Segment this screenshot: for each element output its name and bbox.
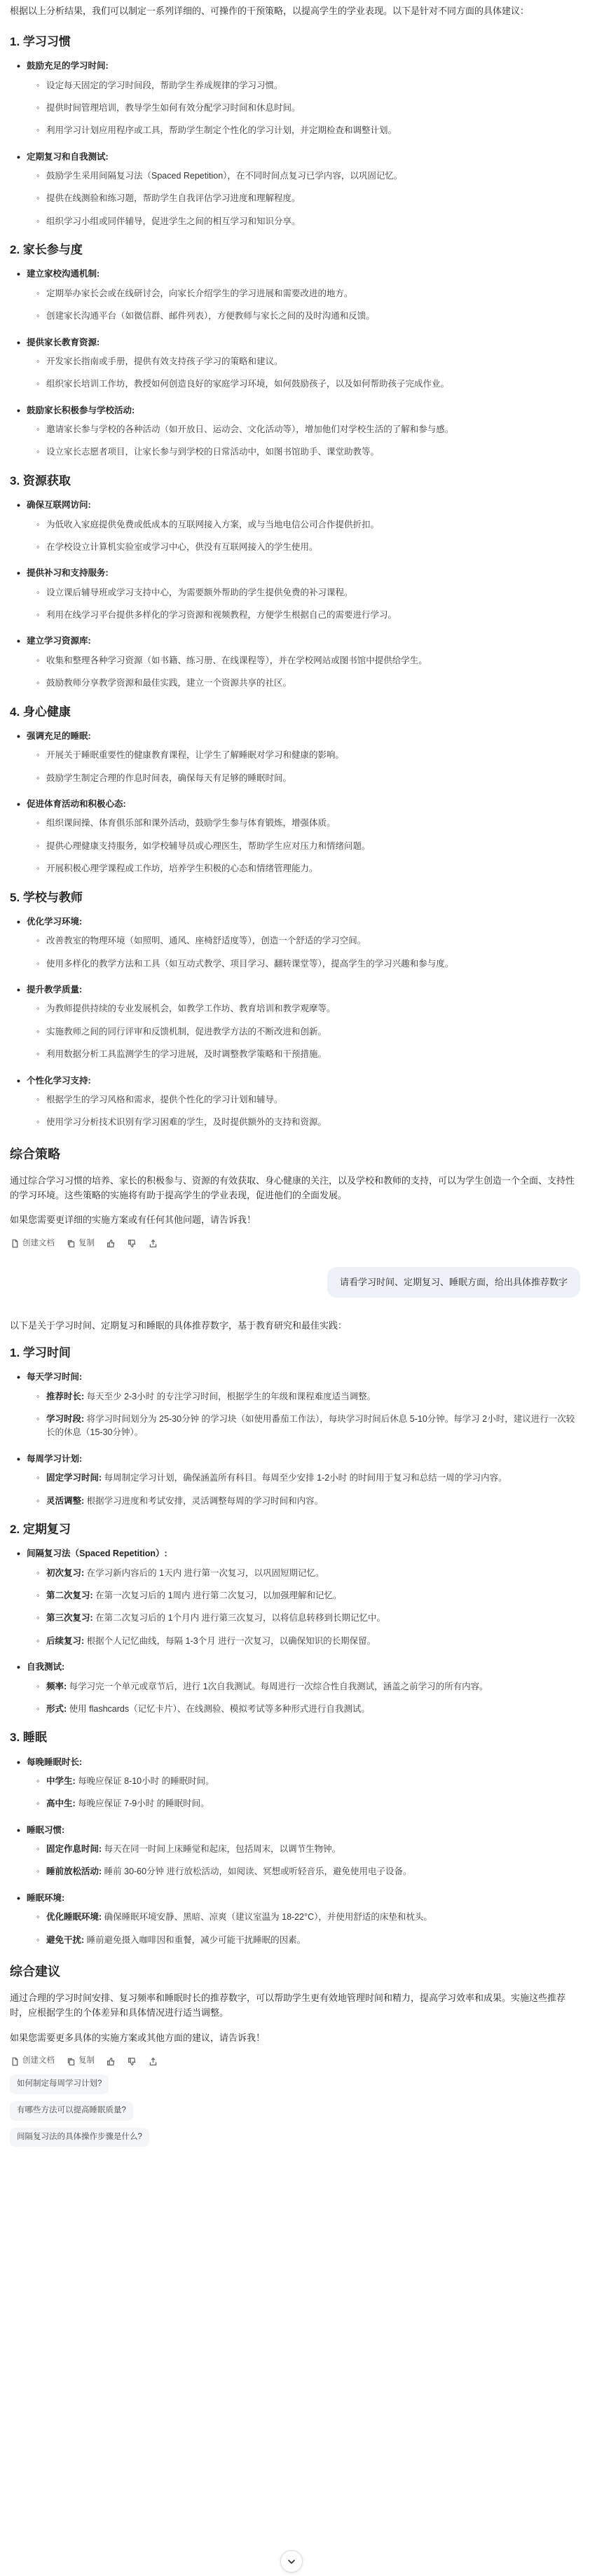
bullet-list bbox=[10, 1390, 580, 1440]
bullet-list bbox=[10, 817, 580, 875]
copy-button[interactable] bbox=[66, 2055, 95, 2068]
subsection-title: • 鼓励充足的学习时间: bbox=[10, 60, 580, 73]
subsection-title: • 睡眠环境: bbox=[10, 1892, 580, 1905]
list-item bbox=[10, 1413, 580, 1440]
list-item: ◦ 设立家长志愿者项目，让家长参与到学校的日常活动中，如图书馆助手、课堂助教等。 bbox=[10, 445, 580, 459]
copy-button[interactable] bbox=[66, 1238, 95, 1250]
closing-paragraph: 如果您需要更详细的实施方案或有任何其他问题，请告诉我！ bbox=[10, 1214, 256, 1226]
bullet-list bbox=[10, 1567, 580, 1649]
subsection bbox=[10, 1661, 580, 1716]
item-value: 在第一次复习后的 1周内 进行第二次复习，以加强理解和记忆。 bbox=[92, 1591, 342, 1600]
message-actions bbox=[10, 1238, 580, 1250]
item-key: 高中生: bbox=[46, 1799, 76, 1809]
subsection bbox=[10, 1824, 580, 1879]
subsection bbox=[10, 730, 580, 785]
assistant-message-1 bbox=[0, 4, 590, 1250]
doc-icon bbox=[10, 1239, 20, 1249]
thumb-down-icon bbox=[127, 2056, 137, 2066]
subsection bbox=[10, 1892, 580, 1947]
item-key: 初次复习: bbox=[46, 1567, 85, 1578]
list-item bbox=[10, 1797, 580, 1810]
list-item: ◦ 利用学习计划应用程序或工具，帮助学生制定个性化的学习计划，并定期检查和调整计划。 bbox=[10, 124, 580, 137]
section-title: 3. 资源获取 bbox=[10, 473, 71, 487]
copy-icon bbox=[66, 2056, 76, 2066]
list-item bbox=[10, 1567, 580, 1580]
subsection bbox=[10, 567, 580, 622]
item-value: 每天至少 2-3小时 的专注学习时间，根据学生的年级和课程难度适当调整。 bbox=[84, 1391, 376, 1401]
share-icon bbox=[148, 2056, 158, 2066]
item-value: 将学习时间划分为 25-30分钟 的学习块（如使用番茄工作法），每块学习时间后休息 5-10分钟。每学习 2小时，建议进行一次较长的休息（15-30分钟）。 bbox=[46, 1414, 575, 1438]
subsection bbox=[10, 1371, 580, 1440]
message-intro: 根据以上分析结果，我们可以制定一系列详细的、可操作的干预策略，以提高学生的学业表现。以下是针对不同方面的具体建议： bbox=[10, 6, 530, 16]
list-item bbox=[10, 1680, 580, 1694]
item-key: 后续复习: bbox=[46, 1635, 85, 1646]
subsection bbox=[10, 336, 580, 392]
summary bbox=[10, 1173, 580, 1228]
item-key: 睡前放松活动: bbox=[46, 1867, 102, 1877]
item-key: 避免干扰: bbox=[46, 1934, 85, 1945]
bullet-list bbox=[10, 1002, 580, 1061]
summary-title: 综合策略 bbox=[10, 1147, 60, 1161]
bullet-list bbox=[10, 749, 580, 785]
list-item: ◦ 设定每天固定的学习时间段，帮助学生养成规律的学习习惯。 bbox=[10, 79, 580, 92]
create-doc-label: 创建文档 bbox=[22, 2056, 55, 2065]
item-key: 学习时段: bbox=[46, 1414, 85, 1425]
item-key: 第二次复习: bbox=[46, 1591, 93, 1600]
like-button[interactable] bbox=[106, 2056, 116, 2066]
bullet-list bbox=[10, 169, 580, 228]
suggested-questions bbox=[10, 2075, 580, 2147]
subsection-title: • 建立学习资源库: bbox=[10, 635, 580, 648]
item-key: 形式: bbox=[46, 1703, 67, 1714]
item-value: 在学习新内容后的 1天内 进行第一次复习，以巩固短期记忆。 bbox=[84, 1567, 324, 1578]
subsection-title: • 自我测试: bbox=[10, 1661, 580, 1674]
bullet-list bbox=[10, 1680, 580, 1717]
thumb-up-icon bbox=[106, 2056, 116, 2066]
list-item: ◦ 组织学习小组或同伴辅导，促进学生之间的相互学习和知识分享。 bbox=[10, 215, 580, 228]
item-key: 推荐时长: bbox=[46, 1391, 85, 1401]
item-value: 使用 flashcards（记忆卡片）、在线测验、模拟考试等多种形式进行自我测试。 bbox=[67, 1703, 370, 1714]
message-sections bbox=[10, 33, 580, 1130]
bullet-list bbox=[10, 423, 580, 459]
item-value: 每晚应保证 7-9小时 的睡眠时间。 bbox=[75, 1799, 210, 1809]
item-value: 确保睡眠环境安静、黑暗、凉爽（建议室温为 18-22°C），并使用舒适的床垫和枕头。 bbox=[102, 1912, 432, 1923]
summary-paragraph: 通过综合学习习惯的培养、家长的积极参与、资源的有效获取、身心健康的关注，以及学校和教师的支持，可以为学生创造一个全面、支持性的学习环境。这些策略的实施将有助于提高学生的学业表现，促进他们的全面发展。 bbox=[10, 1175, 575, 1200]
item-key: 固定学习时间: bbox=[46, 1473, 102, 1483]
dislike-button[interactable] bbox=[127, 2056, 137, 2066]
subsection-title: • 每周学习计划: bbox=[10, 1453, 580, 1466]
list-item: ◦ 鼓励教师分享教学资源和最佳实践，建立一个资源共享的社区。 bbox=[10, 677, 580, 690]
item-value: 睡前避免摄入咖啡因和重餐，减少可能干扰睡眠的因素。 bbox=[84, 1934, 306, 1945]
list-item bbox=[10, 1635, 580, 1648]
list-item: ◦ 提供心理健康支持服务，如学校辅导员或心理医生，帮助学生应对压力和情绪问题。 bbox=[10, 840, 580, 853]
subsection-title: • 个性化学习支持: bbox=[10, 1074, 580, 1088]
chevron-down-icon bbox=[287, 2556, 296, 2566]
user-message-row bbox=[0, 1257, 590, 1319]
section-title: 1. 学习时间 bbox=[10, 1345, 71, 1359]
list-item bbox=[10, 1703, 580, 1716]
list-item: ◦ 组织课间操、体育俱乐部和课外活动，鼓励学生参与体育锻炼，增强体质。 bbox=[10, 817, 580, 830]
bullet-list bbox=[10, 355, 580, 392]
subsection bbox=[10, 60, 580, 138]
assistant-message-2 bbox=[0, 1319, 590, 2147]
subsection-title: • 定期复习和自我测试: bbox=[10, 151, 580, 164]
subsection bbox=[10, 798, 580, 876]
list-item bbox=[10, 1471, 580, 1485]
thumb-up-icon bbox=[106, 1239, 116, 1249]
bullet-list bbox=[10, 1843, 580, 1879]
section-title: 5. 学校与教师 bbox=[10, 890, 83, 904]
list-item: ◦ 利用在线学习平台提供多样化的学习资源和视频教程，方便学生根据自己的需要进行学习。 bbox=[10, 609, 580, 622]
list-item: ◦ 利用数据分析工具监测学生的学习进展，及时调整教学策略和干预措施。 bbox=[10, 1048, 580, 1061]
subsection bbox=[10, 499, 580, 554]
share-button[interactable] bbox=[148, 1239, 158, 1249]
message-sections bbox=[10, 1344, 580, 1947]
list-item: ◦ 使用多样化的教学方法和工具（如互动式教学、项目学习、翻转课堂等），提高学生的学习兴趣和参与度。 bbox=[10, 957, 580, 971]
item-value: 在第二次复习后的 1个月内 进行第三次复习，以将信息转移到长期记忆中。 bbox=[92, 1613, 386, 1623]
subsection-title: • 鼓励家长积极参与学校活动: bbox=[10, 404, 580, 417]
subsection-title: • 强调充足的睡眠: bbox=[10, 730, 580, 743]
subsection bbox=[10, 1074, 580, 1130]
subsection-title: • 建立家校沟通机制: bbox=[10, 268, 580, 281]
bullet-list bbox=[10, 518, 580, 555]
bullet-list bbox=[10, 934, 580, 971]
list-item: ◦ 收集和整理各种学习资源（如书籍、练习册、在线课程等），并在学校网站或图书馆中提供给学生。 bbox=[10, 654, 580, 667]
list-item: ◦ 提供在线测验和练习题，帮助学生自我评估学习进度和理解程度。 bbox=[10, 192, 580, 205]
suggestion-chip[interactable]: 如何制定每周学习计划? bbox=[10, 2075, 109, 2094]
bullet-list bbox=[10, 1471, 580, 1508]
doc-icon bbox=[10, 2056, 20, 2066]
list-item: ◦ 在学校设立计算机实验室或学习中心，供没有互联网接入的学生使用。 bbox=[10, 541, 580, 554]
subsection-title: • 提升教学质量: bbox=[10, 983, 580, 997]
item-value: 睡前 30-60分钟 进行放松活动，如阅读、冥想或听轻音乐，避免使用电子设备。 bbox=[102, 1867, 412, 1877]
section-title: 1. 学习习惯 bbox=[10, 34, 71, 48]
dislike-button[interactable] bbox=[127, 1239, 137, 1249]
user-message: 请看学习时间、定期复习、睡眠方面，给出具体推荐数字 bbox=[327, 1267, 580, 1298]
item-key: 第三次复习: bbox=[46, 1613, 93, 1623]
item-key: 中学生: bbox=[46, 1775, 76, 1786]
subsection-title: • 优化学习环境: bbox=[10, 915, 580, 929]
summary-paragraph: 通过合理的学习时间安排、复习频率和睡眠时长的推荐数字，可以帮助学生更有效地管理时间和精力，提高学习效率和成果。实施这些推荐时，应根据学生的个体差异和具体情况进行适当调整。 bbox=[10, 1992, 566, 2018]
list-item: ◦ 实施教师之间的同行评审和反馈机制，促进教学方法的不断改进和创新。 bbox=[10, 1025, 580, 1039]
subsection bbox=[10, 635, 580, 690]
subsection-title: • 促进体育活动和积极心态: bbox=[10, 798, 580, 811]
item-value: 每晚应保证 8-10小时 的睡眠时间。 bbox=[75, 1775, 214, 1786]
item-key: 优化睡眠环境: bbox=[46, 1912, 102, 1923]
subsection bbox=[10, 268, 580, 323]
bullet-list bbox=[10, 654, 580, 691]
list-item bbox=[10, 1934, 580, 1947]
subsection bbox=[10, 1453, 580, 1508]
list-item bbox=[10, 1911, 580, 1924]
create-doc-label: 创建文档 bbox=[22, 1238, 55, 1247]
subsection bbox=[10, 983, 580, 1062]
suggestion-chip[interactable]: 间隔复习法的具体操作步骤是什么? bbox=[10, 2128, 149, 2147]
message-actions bbox=[10, 2055, 580, 2068]
create-doc-button[interactable] bbox=[10, 2055, 55, 2068]
bullet-list bbox=[10, 287, 580, 324]
suggestion-chip[interactable]: 有哪些方法可以提高睡眠质量? bbox=[10, 2101, 133, 2121]
item-value: 每周制定学习计划，确保涵盖所有科目。每周至少安排 1-2小时 的时间用于复习和总结一周的学习内容。 bbox=[102, 1473, 507, 1483]
copy-label: 复制 bbox=[78, 2056, 95, 2065]
create-doc-button[interactable] bbox=[10, 1238, 55, 1250]
bullet-list bbox=[10, 1911, 580, 1947]
closing-paragraph: 如果您需要更多具体的实施方案或其他方面的建议，请告诉我！ bbox=[10, 2032, 266, 2043]
list-item bbox=[10, 1390, 580, 1404]
subsection bbox=[10, 1547, 580, 1648]
list-item: ◦ 开发家长指南或手册，提供有效支持孩子学习的策略和建议。 bbox=[10, 355, 580, 368]
summary bbox=[10, 1990, 580, 2045]
subsection bbox=[10, 915, 580, 971]
list-item: ◦ 鼓励学生采用间隔复习法（Spaced Repetition），在不同时间点复习已学内容，以巩固记忆。 bbox=[10, 169, 580, 183]
item-key: 灵活调整: bbox=[46, 1495, 85, 1506]
list-item: ◦ 邀请家长参与学校的各种活动（如开放日、运动会、文化活动等），增加他们对学校生活的了解和参与感。 bbox=[10, 423, 580, 436]
list-item: ◦ 鼓励学生制定合理的作息时间表，确保每天有足够的睡眠时间。 bbox=[10, 772, 580, 785]
list-item bbox=[10, 1775, 580, 1788]
subsection-title: • 提供补习和支持服务: bbox=[10, 567, 580, 580]
subsection-title: • 确保互联网访问: bbox=[10, 499, 580, 512]
item-value: 根据学习进度和考试安排，灵活调整每周的学习时间和内容。 bbox=[84, 1495, 324, 1506]
section-title: 2. 家长参与度 bbox=[10, 243, 83, 257]
list-item bbox=[10, 1843, 580, 1856]
copy-label: 复制 bbox=[78, 1238, 95, 1247]
share-button[interactable] bbox=[148, 2056, 158, 2066]
section-title: 2. 定期复习 bbox=[10, 1522, 71, 1536]
subsection-title: • 每天学习时间: bbox=[10, 1371, 580, 1384]
item-value: 根据个人记忆曲线，每隔 1-3个月 进行一次复习，以确保知识的长期保留。 bbox=[84, 1635, 376, 1646]
subsection bbox=[10, 1756, 580, 1811]
list-item: ◦ 开展关于睡眠重要性的健康教育课程，让学生了解睡眠对学习和健康的影响。 bbox=[10, 749, 580, 762]
list-item: ◦ 提供时间管理培训，教导学生如何有效分配学习时间和休息时间。 bbox=[10, 102, 580, 115]
list-item: ◦ 组织家长培训工作坊，教授如何创造良好的家庭学习环境，如何鼓励孩子，以及如何帮助孩子完成作业。 bbox=[10, 378, 580, 391]
list-item: ◦ 为低收入家庭提供免费或低成本的互联网接入方案，或与当地电信公司合作提供折扣。 bbox=[10, 518, 580, 532]
list-item bbox=[10, 1589, 580, 1602]
list-item: ◦ 为教师提供持续的专业发展机会，如教学工作坊、教育培训和教学观摩等。 bbox=[10, 1002, 580, 1016]
item-key: 频率: bbox=[46, 1681, 67, 1691]
section-title: 4. 身心健康 bbox=[10, 705, 71, 719]
item-value: 每学习完一个单元或章节后，进行 1次自我测试。每周进行一次综合性自我测试，涵盖之前学习的所有内容。 bbox=[67, 1681, 488, 1691]
thumb-down-icon bbox=[127, 1239, 137, 1249]
message-intro: 以下是关于学习时间、定期复习和睡眠的具体推荐数字，基于教育研究和最佳实践： bbox=[10, 1320, 348, 1331]
summary-title: 综合建议 bbox=[10, 1964, 60, 1979]
item-value: 每天在同一时间上床睡觉和起床，包括周末，以调节生物钟。 bbox=[102, 1844, 341, 1855]
subsection-title: • 间隔复习法（Spaced Repetition）: bbox=[10, 1547, 580, 1560]
subsection-title: • 睡眠习惯: bbox=[10, 1824, 580, 1837]
bullet-list bbox=[10, 1775, 580, 1811]
list-item: ◦ 定期举办家长会或在线研讨会，向家长介绍学生的学习进展和需要改进的地方。 bbox=[10, 287, 580, 300]
subsection-title: • 每晚睡眠时长: bbox=[10, 1756, 580, 1769]
list-item: ◦ 创建家长沟通平台（如微信群、邮件列表），方便教师与家长之间的及时沟通和反馈。 bbox=[10, 310, 580, 323]
share-icon bbox=[148, 1239, 158, 1249]
list-item: ◦ 使用学习分析技术识别有学习困难的学生，及时提供额外的支持和资源。 bbox=[10, 1116, 580, 1129]
list-item: ◦ 开展积极心理学课程或工作坊，培养学生积极的心态和情绪管理能力。 bbox=[10, 862, 580, 875]
subsection-title: • 提供家长教育资源: bbox=[10, 336, 580, 349]
scroll-down-button[interactable] bbox=[280, 2550, 303, 2572]
bullet-list bbox=[10, 1093, 580, 1130]
item-key: 固定作息时间: bbox=[46, 1844, 102, 1855]
subsection bbox=[10, 404, 580, 459]
list-item: ◦ 设立课后辅导班或学习支持中心，为需要额外帮助的学生提供免费的补习课程。 bbox=[10, 586, 580, 600]
bullet-list bbox=[10, 586, 580, 623]
list-item bbox=[10, 1865, 580, 1878]
list-item: ◦ 根据学生的学习风格和需求，提供个性化的学习计划和辅导。 bbox=[10, 1093, 580, 1107]
list-item bbox=[10, 1495, 580, 1508]
bullet-list bbox=[10, 79, 580, 138]
subsection bbox=[10, 151, 580, 229]
list-item bbox=[10, 1612, 580, 1625]
copy-icon bbox=[66, 1239, 76, 1249]
section-title: 3. 睡眠 bbox=[10, 1731, 47, 1745]
list-item: ◦ 改善教室的物理环境（如照明、通风、座椅舒适度等），创造一个舒适的学习空间。 bbox=[10, 934, 580, 948]
like-button[interactable] bbox=[106, 1239, 116, 1249]
